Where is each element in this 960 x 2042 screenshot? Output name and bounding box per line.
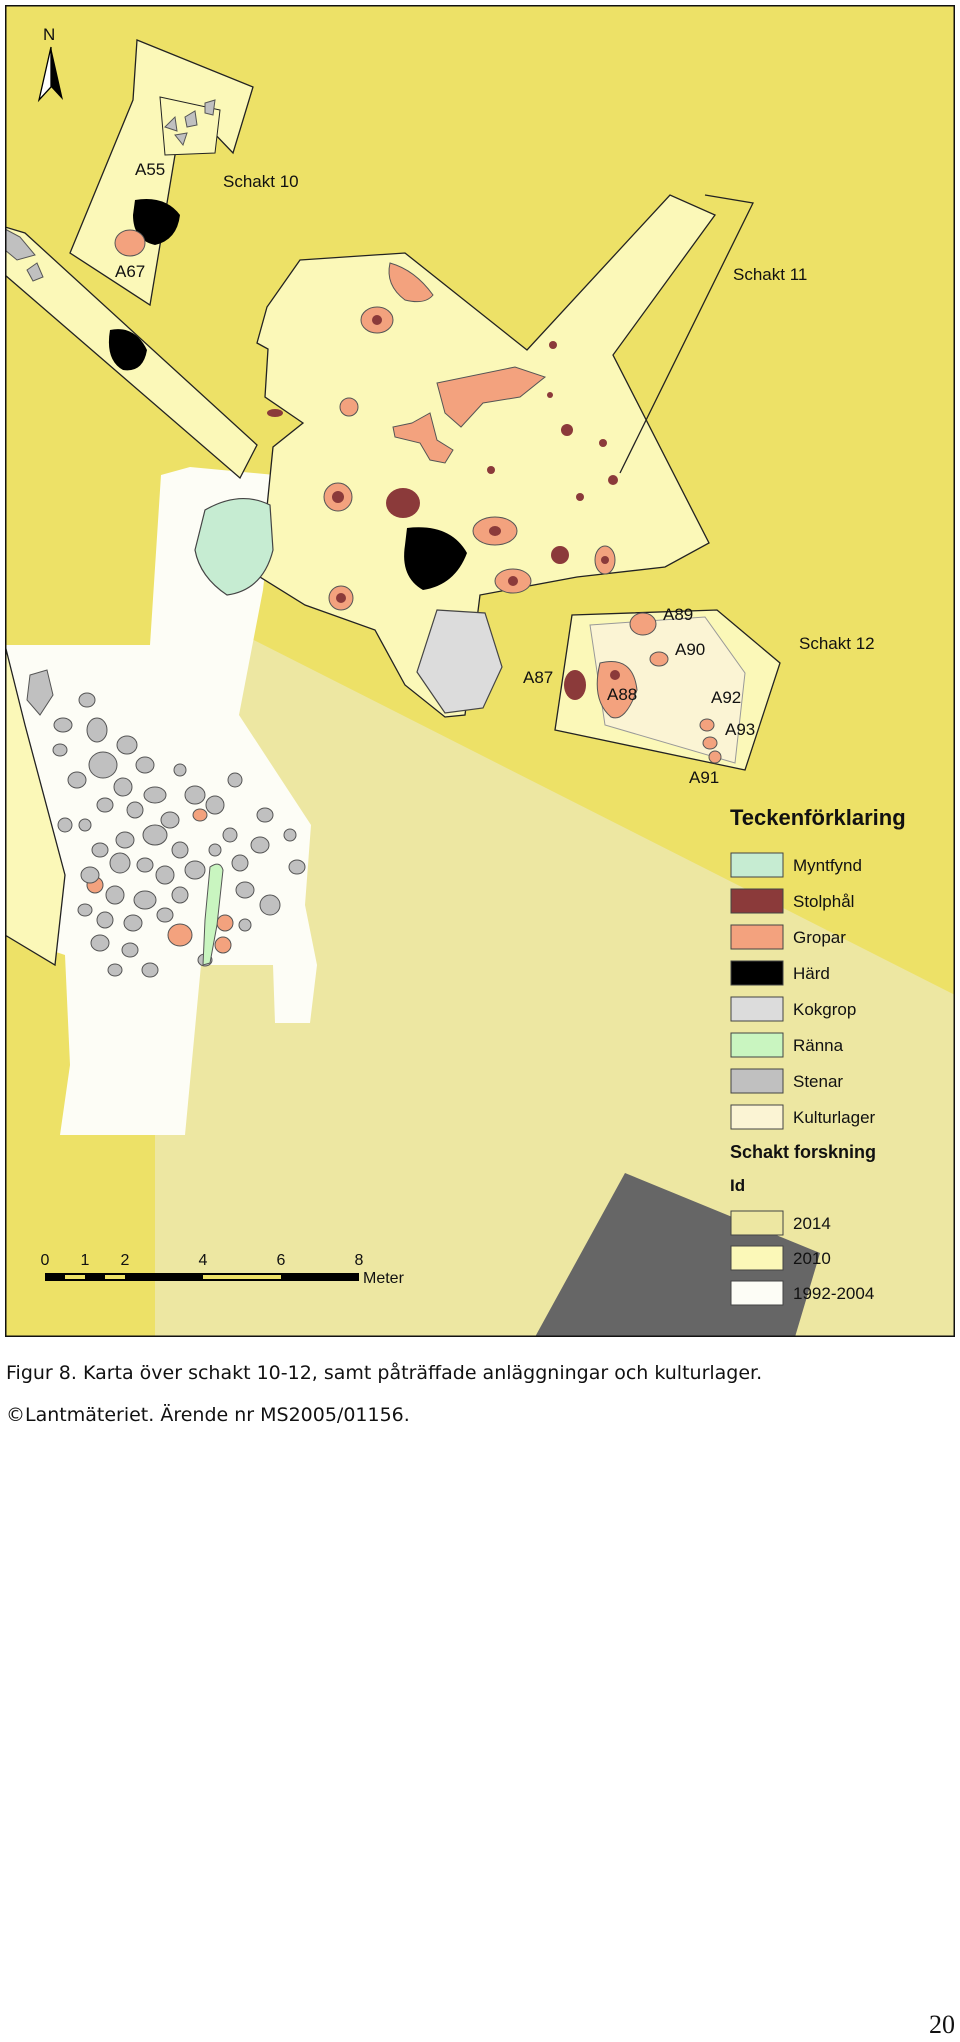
legend-swatch	[731, 1033, 783, 1057]
schakt-swatch	[731, 1246, 783, 1270]
page-number: 20	[929, 2010, 955, 2039]
label-schakt-11: Schakt 11	[733, 265, 808, 284]
scale-tick-label: 2	[120, 1252, 130, 1269]
legend-swatch	[731, 853, 783, 877]
schakt-swatch	[731, 1281, 783, 1305]
legend-label: Härd	[793, 964, 830, 983]
label-schakt-12: Schakt 12	[799, 634, 875, 653]
schakt-label: 2014	[793, 1214, 831, 1233]
scale-tick-label: 4	[198, 1252, 208, 1269]
caption-line-1: Figur 8. Karta över schakt 10-12, samt påträffade anläggningar och kulturlager.	[6, 1362, 763, 1384]
scale-tick-label: 8	[354, 1252, 364, 1269]
label-a88: A88	[607, 685, 638, 704]
schakt-label: 2010	[793, 1249, 831, 1268]
legend-swatch	[731, 1069, 783, 1093]
legend-section-title: Schakt forskning	[730, 1142, 877, 1162]
scale-tick-label: 1	[80, 1252, 90, 1269]
scale-unit: Meter	[363, 1270, 404, 1287]
label-a92: A92	[711, 688, 742, 707]
caption-line-2: ©Lantmäteriet. Ärende nr MS2005/01156.	[6, 1404, 410, 1426]
legend-swatch	[731, 925, 783, 949]
label-a55: A55	[135, 160, 166, 179]
label-a93: A93	[725, 720, 756, 739]
legend-label: Stenar	[793, 1072, 844, 1091]
scale-tick-label: 6	[276, 1252, 286, 1269]
legend-label: Kulturlager	[793, 1108, 876, 1127]
scale-tick-label: 0	[40, 1252, 50, 1269]
label-schakt-10: Schakt 10	[223, 172, 299, 191]
north-label: N	[43, 25, 56, 44]
legend-label: Stolphål	[793, 892, 855, 911]
figure-caption	[6, 1352, 946, 1436]
label-a67: A67	[115, 262, 146, 281]
label-a90: A90	[675, 640, 706, 659]
legend-swatch	[731, 961, 783, 985]
legend-section-subtitle: Id	[730, 1176, 746, 1195]
legend-label: Ränna	[793, 1036, 844, 1055]
legend-label: Myntfynd	[793, 856, 862, 875]
legend-label: Gropar	[793, 928, 846, 947]
scale-bar-frame	[45, 1273, 359, 1281]
legend-title: Teckenförklaring	[730, 805, 906, 830]
label-a89: A89	[663, 605, 694, 624]
schakt-label: 1992-2004	[793, 1284, 875, 1303]
legend-swatch	[731, 997, 783, 1021]
archaeological-map	[5, 5, 955, 1337]
schakt-swatch	[731, 1211, 783, 1235]
label-a87: A87	[523, 668, 554, 687]
label-a91: A91	[689, 768, 720, 787]
legend-swatch	[731, 889, 783, 913]
legend-label: Kokgrop	[793, 1000, 857, 1019]
legend-swatch	[731, 1105, 783, 1129]
